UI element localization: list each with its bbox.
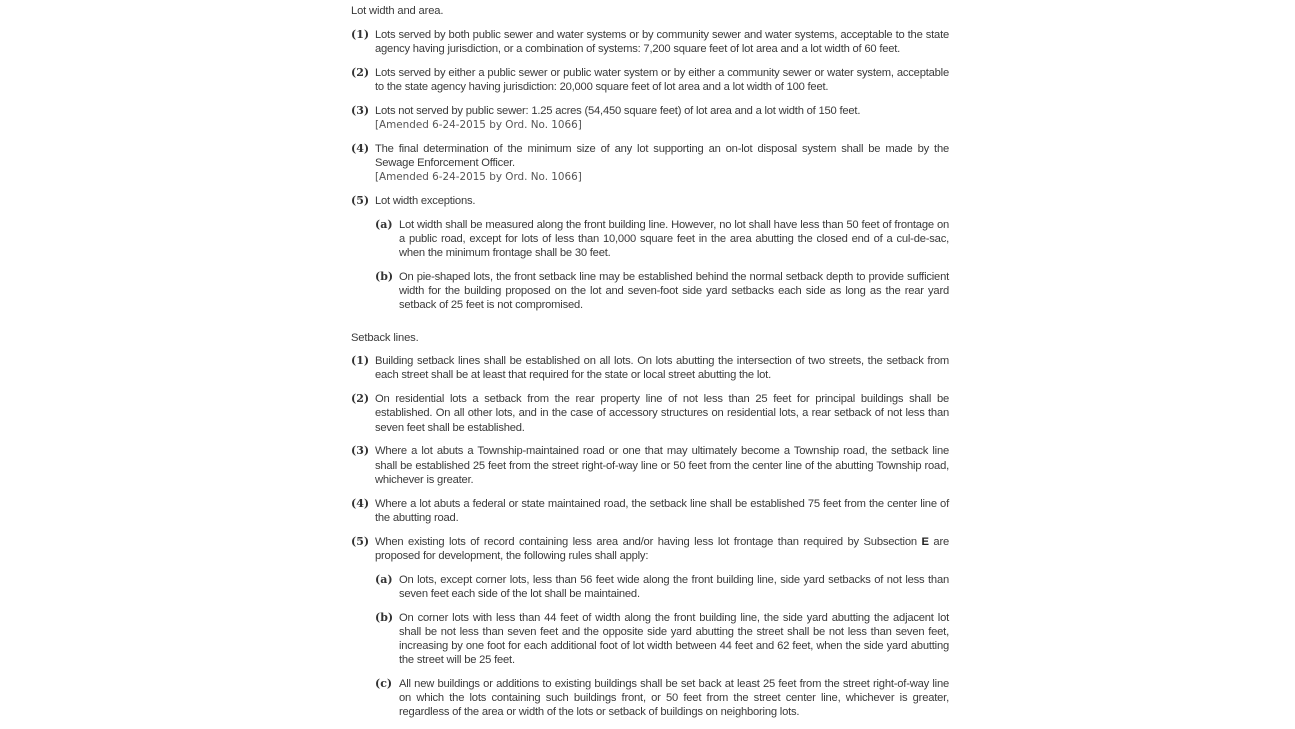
item-text: Building setback lines shall be established on all lots. On lots abutting the intersection of two streets, the setback from each street shall be at least that required for the state or local street abutting the lot. [375, 355, 949, 382]
item-number: (5) [351, 193, 370, 207]
sub-item-text: On lots, except corner lots, less than 56 feet wide along the front building line, side yard setbacks of not less than seven feet each side of the lot shall be maintained. [399, 573, 949, 600]
list-item [351, 535, 949, 563]
item-text-after: are proposed for development, the following rules shall apply: [375, 535, 950, 562]
sub-item-text: Lot width shall be measured along the front building line. However, no lot shall have less than 50 feet of frontage on a public road, except for lots of less than 10,000 square feet in the area abutting the closed end of a cul-de-sac, when the minimum frontage shall be 30 feet. [399, 218, 949, 260]
sub-list-item [375, 573, 949, 601]
sub-list-item [375, 270, 949, 313]
item-number: (3) [351, 444, 370, 458]
list-item [351, 66, 949, 94]
list-item [351, 28, 949, 56]
section-heading-setback-lines: Setback lines. [351, 331, 419, 344]
sub-list-item [375, 677, 949, 720]
item-number: (2) [351, 65, 370, 79]
item-text: Where a lot abuts a federal or state maintained road, the setback line shall be established 75 feet from the center line of the abutting road. [375, 497, 949, 524]
amendment-note[interactable]: [Amended 6-24-2015 by Ord. No. 1066] [375, 118, 582, 131]
ordinance-document [351, 4, 949, 729]
list-item [351, 104, 949, 132]
amendment-note[interactable]: [Amended 6-24-2015 by Ord. No. 1066] [375, 171, 582, 184]
sub-item-letter: (c) [375, 677, 393, 691]
list-item [351, 444, 949, 487]
item-number: (4) [351, 141, 370, 155]
item-text: The final determination of the minimum size of any lot supporting an on-lot disposal system shall be made by the Sewage Enforcement Officer. [375, 142, 949, 169]
sub-item-text: On pie-shaped lots, the front setback line may be established behind the normal setback depth to provide sufficient width for the building proposed on the lot and seven-foot side yard setbacks each side as long as the rear yard setback of 25 feet is not compromised. [399, 270, 949, 312]
item-number: (1) [351, 27, 370, 41]
sub-item-letter: (a) [375, 572, 393, 586]
item-text-before: When existing lots of record containing less area and/or having less lot frontage than required by Subsection [375, 535, 922, 548]
sub-list-item [375, 611, 949, 668]
list-item [351, 194, 949, 208]
sub-item-letter: (b) [375, 269, 394, 283]
list-item [351, 497, 949, 525]
list-item [351, 392, 949, 435]
section-heading-lot-width-and-area: Lot width and area. [351, 5, 444, 17]
list-item [351, 354, 949, 382]
sub-list-item [375, 218, 949, 261]
item-number: (5) [351, 534, 370, 548]
subsection-reference-link[interactable]: E [921, 535, 929, 548]
item-text: Lots served by both public sewer and water systems or by community sewer and water systems, acceptable to the state agency having jurisdiction, or a combination of systems: 7,200 square feet of lot area and a lot width of 60 feet. [375, 28, 949, 55]
item-body [375, 142, 949, 185]
item-number: (3) [351, 103, 370, 117]
item-number: (4) [351, 496, 370, 510]
item-body [375, 104, 949, 132]
sub-item-text: On corner lots with less than 44 feet of width along the front building line, the side yard abutting the adjacent lot shall be not less than seven feet and the opposite side yard abutting the street shall be not less than seven feet, increasing by one foot for each additional foot of lot width between 44 feet and 62 feet, when the side yard abutting the street will be 25 feet. [399, 611, 949, 667]
sub-item-letter: (a) [375, 217, 393, 231]
item-text: Lots served by either a public sewer or public water system or by either a community sewer or water system, acceptable to the state agency having jurisdiction: 20,000 square feet of lot area and a lot width of 100 feet. [375, 66, 949, 93]
sub-item-text: All new buildings or additions to existing buildings shall be set back at least 25 feet from the street right-of-way line on which the lots containing such buildings front, or 50 feet from the street center line, whichever is greater, regardless of the area or width of the lots or setback of buildings on neighboring lots. [399, 678, 949, 719]
item-number: (2) [351, 392, 370, 406]
item-number: (1) [351, 354, 370, 368]
item-text: Lots not served by public sewer: 1.25 acres (54,450 square feet) of lot area and a lot width of 150 feet. [375, 104, 861, 117]
sub-item-letter: (b) [375, 610, 394, 624]
list-item [351, 142, 949, 185]
item-body [375, 535, 949, 563]
item-text: Lot width exceptions. [375, 194, 476, 207]
item-text: Where a lot abuts a Township-maintained road or one that may ultimately become a Township road, the setback line shall be established 25 feet from the street right-of-way line or 50 feet from the center line of the abutting Township road, whichever is greater. [375, 445, 949, 486]
item-text: On residential lots a setback from the rear property line of not less than 25 feet for principal buildings shall be established. On all other lots, and in the case of accessory structures on residential lots, a rear setback of not less than seven feet shall be established. [375, 393, 949, 434]
